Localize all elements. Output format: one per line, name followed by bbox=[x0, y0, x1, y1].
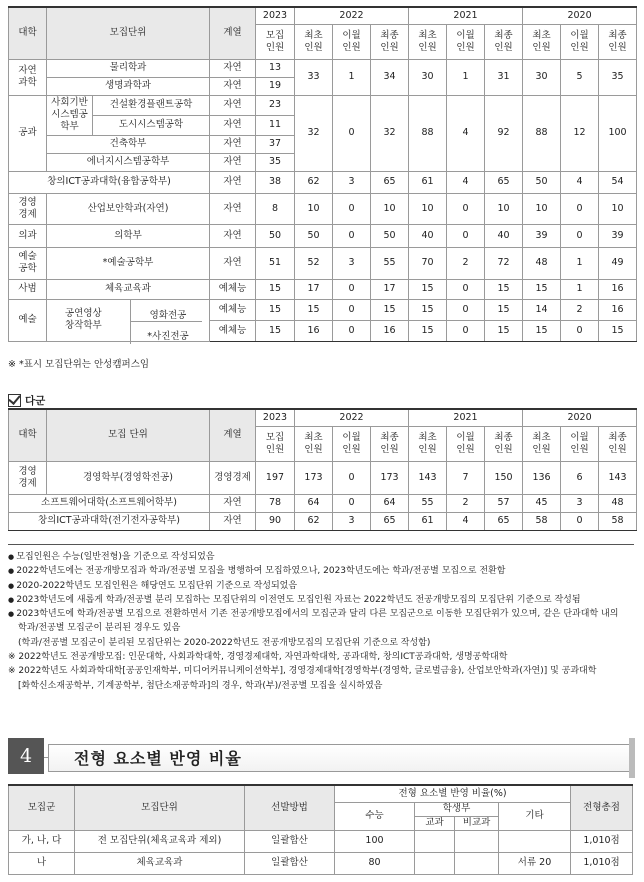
table-row: 소프트웨어대학(소프트웨어학부) 자연 78 64 0 64 55 2 57 45 3 48 bbox=[9, 494, 637, 512]
sub-unit-photo: *사진전공 bbox=[147, 331, 189, 342]
table-row: 경영 경제 산업보안학과(자연) 자연 8 10 0 10 10 0 10 10 0 10 bbox=[9, 193, 637, 224]
footnote-anseong: ※ *표시 모집단위는 안성캠퍼스임 bbox=[8, 359, 150, 370]
table-row: 가, 나, 다 전 모집단위(체육교육과 제외) 일괄합산 100 1,010점 bbox=[9, 830, 633, 852]
table-row: 나 체육교육과 일괄합산 80 서류 20 1,010점 bbox=[9, 852, 633, 874]
col-header-field: 계열 bbox=[210, 7, 256, 59]
section-4-header bbox=[8, 738, 634, 776]
notes-list: ● 모집인원은 수능(일반전형)을 기준으로 작성되었음 ● 2022학년도에는 전공개방모집과 학과/전공별 모집을 병행하여 모집하였으나, 2023학년도에는 학과/전공별 모집으로 전환함 ● 2020-2022학년도 모집인원은 해당연도 모집단위 기준으로 작성되었음 ● 2023학년도에 새롭게 학과/전공별 분리 모집하는 모집단위의 이전연도 모집인원 자료는 2022학년도 전공개방모집의 모집단위 기준으로 작성됨 ● 2023학년도에 학과/전공별 모집으로 전환하면서 기존 전공개방모집에서의 모집군과 달리 다른 모집군으로 이동한 모집단위가 있으며, 같은 단과대학 내의 학과/전공별 모집군이 분리된 경우도 있음 (학과/전공별 모집군이 분리된 모집단위는 2020-2022학년도 전공개방모집의 모집단위 기준으로 작성함) ※ 2022학년도 전공개방모집: 인문대학, 사회과학대학, 경영경제대학, 자연과학대학, 공과대학, 창의ICT공과대학, 생명공학대학 ※ 2022학년도 사회과학대학[공공인재학부, 미디어커뮤니케이션학부], 경영경제대학[경영학부(경영학, 글로벌금융), 산업보안학과(자연)] 및 공과대학 [화학신소재공학부, 기계공학부, 첨단소재공학과]의 경우, 학과(부)/전공별 모집을 실시하였음 bbox=[8, 550, 634, 693]
table-row: 창의ICT공과대학(전기전자공학부) 자연 90 62 3 65 61 4 65 58 0 58 bbox=[9, 512, 637, 530]
col-header-final: 최종 인원 bbox=[599, 24, 637, 59]
col-header-2023: 2023 bbox=[256, 7, 295, 24]
col-header-move: 이월 인원 bbox=[333, 24, 371, 59]
table-row: 공과 사회기반 시스템공학부 건설환경플랜트공학 자연 23 32 0 32 88 4 92 88 12 100 bbox=[9, 95, 637, 115]
col-header-2021: 2021 bbox=[409, 7, 523, 24]
ratio-table: 모집군 모집단위 선발방법 전형 요소별 반영 비율(%) 전형총점 수능 학생부 기타 교과 비교과 가, 나, 다 전 모집단위(체육교육과 제외) 일괄합산 100 1,010점 나 체육교육과 일괄합산 80 서류 20 1,010점 bbox=[8, 784, 633, 875]
table-row: 에너지시스템공학부 자연 35 bbox=[9, 153, 637, 171]
col-header-first: 최초 인원 bbox=[295, 24, 333, 59]
table-row: 경영 경제 경영학부(경영학전공) 경영경제 197 173 0 173 143 7 150 136 6 143 bbox=[9, 461, 637, 494]
table-row: 도시시스템공학 자연 11 bbox=[9, 115, 637, 135]
section-title: 전형 요소별 반영 비율 bbox=[74, 748, 242, 768]
checkbox-icon bbox=[8, 394, 21, 407]
section-number: 4 bbox=[8, 738, 44, 774]
admission-history-table-ga bbox=[8, 6, 637, 342]
table-row: 생명과학과 자연 19 bbox=[9, 77, 637, 95]
section-dagun: 다군 bbox=[8, 393, 45, 408]
table-row: 의과 의학부 자연 50 50 0 50 40 0 40 39 0 39 bbox=[9, 224, 637, 247]
table-row: 예술 공연영상 창작학부 예체능 15 15 0 15 15 0 15 14 2 16 bbox=[9, 299, 637, 320]
col-header-first: 최초 인원 bbox=[523, 24, 561, 59]
col-header-move: 이월 인원 bbox=[447, 24, 485, 59]
table-row: 예술 공학 *예술공학부 자연 51 52 3 55 70 2 72 48 1 49 bbox=[9, 247, 637, 279]
col-header-move: 이월 인원 bbox=[561, 24, 599, 59]
col-header-final: 최종 인원 bbox=[485, 24, 523, 59]
table-row: 창의ICT공과대학(융합공학부) 자연 38 62 3 65 61 4 65 50 4 54 bbox=[9, 171, 637, 193]
col-header-2020: 2020 bbox=[523, 7, 637, 24]
sub-unit-film: 영화전공 bbox=[149, 310, 187, 321]
table-row: 자연 과학 물리학과 자연 13 33 1 34 30 1 31 30 5 35 bbox=[9, 59, 637, 77]
col-header-unit: 모집단위 bbox=[47, 7, 210, 59]
col-header-first: 최초 인원 bbox=[409, 24, 447, 59]
col-header-2022: 2022 bbox=[295, 7, 409, 24]
table-row: 예체능 15 16 0 16 15 0 15 15 0 15 bbox=[9, 320, 637, 341]
col-header-quota: 모집 인원 bbox=[256, 24, 295, 59]
admission-history-table-da: 대학 모집 단위 계열 2023 2022 2021 2020 모집 인원 최초 인원 이월 인원 최종 인원 최초 인원 이월 인원 최종 인원 최초 인원 이월 인원 최종 인원 경영 경제 경영학부(경영학전공) 경영경제 197 173 0 173 143 7 150 136 6 143 소프트웨어대학(소프트웨어학부) 자연 78 64 0 64 55 2 57 45 3 48 창의ICT공과대학(전기전자공학부) 자연 90 62 3 65 61 4 65 58 0 58 bbox=[8, 408, 637, 531]
col-header-univ: 대학 bbox=[9, 7, 47, 59]
col-header-final: 최종 인원 bbox=[371, 24, 409, 59]
table-row: 건축학부 자연 37 bbox=[9, 135, 637, 153]
table-row: 사범 체육교육과 예체능 15 17 0 17 15 0 15 15 1 16 bbox=[9, 279, 637, 299]
